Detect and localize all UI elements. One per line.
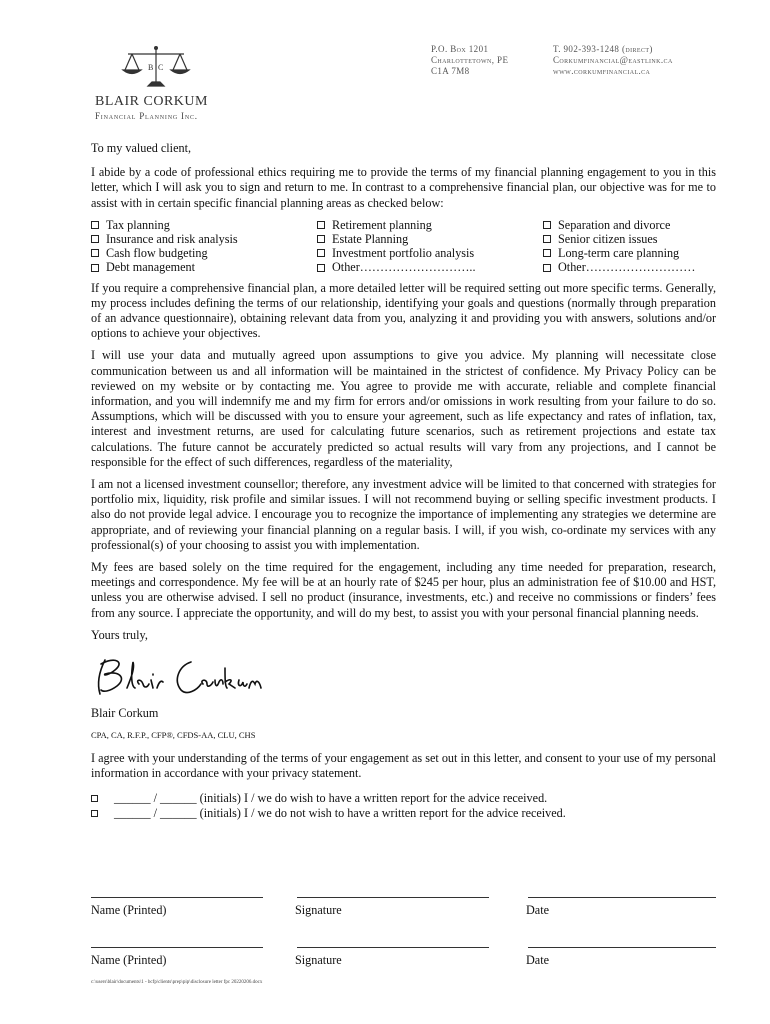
firm-name: BLAIR CORKUM xyxy=(95,94,208,109)
checkbox[interactable] xyxy=(317,221,325,229)
planning-area-item[interactable]: Insurance and risk analysis xyxy=(91,232,317,246)
planning-area-item[interactable]: Separation and divorce xyxy=(543,218,718,232)
checkbox[interactable] xyxy=(543,264,551,272)
document-file-path: c:\users\blair\documents\1 - bcfp\clients\prep\pip\disclosure letter fpc 20220206.docx xyxy=(91,980,263,985)
planning-area-item[interactable]: Debt management xyxy=(91,260,317,274)
phone: T. 902-393-1248 (direct) xyxy=(553,44,653,54)
planning-area-item[interactable]: Long-term care planning xyxy=(543,246,718,260)
signature-icon xyxy=(91,650,271,706)
checkbox[interactable] xyxy=(91,249,99,257)
checkbox[interactable] xyxy=(317,235,325,243)
signature-row xyxy=(91,947,716,971)
firm-logo xyxy=(95,44,220,121)
name-printed-line[interactable] xyxy=(91,897,263,898)
svg-text:B: B xyxy=(148,63,154,72)
planning-area-item[interactable]: Estate Planning xyxy=(317,232,543,246)
planning-areas xyxy=(91,218,716,275)
contact-info xyxy=(553,44,673,77)
checkbox[interactable] xyxy=(543,249,551,257)
paragraph-comprehensive-plan: If you require a comprehensive financial plan, a more detailed letter will be required setting out more specific terms. Generally, my process includes defining the terms of our relationship, identifying your goals and questions (normally through preparation of an advance questionnaire), obtaining relevant data from you, analyzing it and providing you with answers, solutions and/or options to achieve your objectives. xyxy=(91,280,716,341)
signature-row xyxy=(91,897,716,921)
signature-label: Signature xyxy=(295,953,342,967)
signer-name: Blair Corkum xyxy=(91,706,159,721)
checkbox[interactable] xyxy=(543,235,551,243)
date-label: Date xyxy=(526,903,550,917)
signature-label: Signature xyxy=(295,903,342,917)
name-printed-label: Name (Printed) xyxy=(91,953,167,967)
signature-line[interactable] xyxy=(297,947,489,948)
signer-credentials: CPA, CA, R.F.P., CFP®, CFDS-AA, CLU, CHS xyxy=(91,730,256,741)
closing: Yours truly, xyxy=(91,627,148,642)
signature-line[interactable] xyxy=(297,897,489,898)
address-line: C1A 7M8 xyxy=(431,66,470,76)
date-label: Date xyxy=(526,953,550,967)
planning-areas-column xyxy=(543,218,718,275)
planning-area-item[interactable]: Senior citizen issues xyxy=(543,232,718,246)
checkbox[interactable] xyxy=(317,264,325,272)
letter-body xyxy=(91,141,716,821)
report-option-wish[interactable]: ______ / ______ (initials) I / we do wish to have a written report for the advice received. xyxy=(91,791,716,806)
firm-subtitle: Financial Planning Inc. xyxy=(95,111,198,121)
svg-text:C: C xyxy=(158,63,164,72)
intro-paragraph: I abide by a code of professional ethics requiring me to provide the terms of my financial planning engagement to you in this letter, which I will ask you to sign and return to me. In contrast to a comprehensive financial plan, our objective was for me to assist with in certain specific financial planning areas as checked below: xyxy=(91,165,716,210)
handwritten-signature xyxy=(91,650,716,706)
consent-paragraph: I agree with your understanding of the terms of your engagement as set out in this letter, and consent to your use of my personal information in accordance with your privacy statement. xyxy=(91,750,716,780)
checkbox[interactable] xyxy=(91,264,99,272)
planning-areas-column xyxy=(317,218,543,275)
paragraph-investment-advice: I am not a licensed investment counsellor; therefore, any investment advice will be limited to that concerned with strategies for portfolio mix, liquidity, risk profile and similar issues. I will not recommend buying or selling specific investment products. I also do not provide legal advice. I encourage you to recognize the importance of implementing any strategies we determine are appropriate, and of reviewing your financial planning on a regular basis. I will, if you wish, co-ordinate my services with any professional(s) of your choosing to assist you with implementation. xyxy=(91,477,716,552)
planning-area-item[interactable]: Tax planning xyxy=(91,218,317,232)
date-line[interactable] xyxy=(528,947,716,948)
planning-area-item[interactable]: Other……………………….. xyxy=(317,260,543,274)
name-printed-label: Name (Printed) xyxy=(91,903,167,917)
planning-area-item[interactable]: Retirement planning xyxy=(317,218,543,232)
report-option-no-wish[interactable]: ______ / ______ (initials) I / we do not wish to have a written report for the advice received. xyxy=(91,806,716,821)
address-line: P.O. Box 1201 xyxy=(431,44,489,54)
name-printed-line[interactable] xyxy=(91,947,263,948)
checkbox[interactable] xyxy=(91,810,98,817)
date-line[interactable] xyxy=(528,897,716,898)
salutation: To my valued client, xyxy=(91,141,192,155)
email: Corkumfinancial@eastlink.ca xyxy=(553,55,673,65)
checkbox[interactable] xyxy=(91,795,98,802)
planning-area-item[interactable]: Investment portfolio analysis xyxy=(317,246,543,260)
planning-areas-column xyxy=(91,218,317,275)
paragraph-fees: My fees are based solely on the time required for the engagement, including any time needed for preparation, research, meetings and correspondence. My fee will be at an hourly rate of $245 per hour, plus an administration fee of $10.00 and HST, unless you are otherwise advised. I sell no product (insurance, investments, etc.) and receive no commissions or finders’ fees from any source. I appreciate the opportunity, and will do my best, to assist you with your personal financial planning needs. xyxy=(91,560,716,620)
scales-of-justice-icon xyxy=(120,44,192,92)
checkbox[interactable] xyxy=(91,221,99,229)
website-link[interactable]: www.corkumfinancial.ca xyxy=(553,66,651,76)
planning-area-item[interactable]: Cash flow budgeting xyxy=(91,246,317,260)
paragraph-data-assumptions: I will use your data and mutually agreed upon assumptions to give you advice. My planning will necessitate close communication between us and all information will be maintained in the strictest of confidence. My Privacy Policy can be reviewed on my website or by contacting me. You agree to provide me with accurate, reliable and complete financial information, and you will indemnify me and my firm for errors and/or omissions in work resulting from your failure to do so. Assumptions, which will be discussed with you to ensure your agreement, such as life expectancy and rates of inflation, tax, interest and investment returns, are used for calculating future scenarios, such as retirement projections and estate tax calculations. The future cannot be accurately predicted so actual results will vary from any projections, and I cannot be responsible for the effect of such differences, regardless of the materiality, xyxy=(91,348,716,469)
planning-area-item[interactable]: Other……………………… xyxy=(543,260,718,274)
checkbox[interactable] xyxy=(543,221,551,229)
address-line: Charlottetown, PE xyxy=(431,55,509,65)
checkbox[interactable] xyxy=(317,249,325,257)
checkbox[interactable] xyxy=(91,235,99,243)
mailing-address xyxy=(431,44,508,77)
